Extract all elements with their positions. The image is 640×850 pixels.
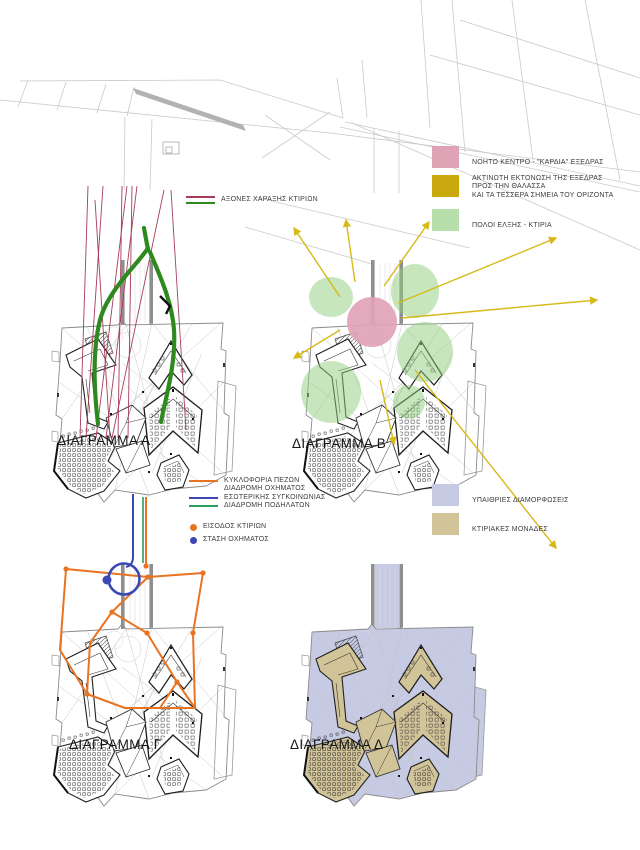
axes-line-swatches [186,194,215,206]
legend-row-radial [432,175,613,200]
legend-a [186,194,318,206]
diagram-a-title: ΔΙΑΓΡΑΜΜΑ Α [57,433,151,448]
stop-dot-icon [190,537,197,544]
legend-row-vehicle2: ΕΣΩΤΕΡΙΚΗΣ ΣΥΓΚΟΙΝΩΝΙΑΣ [189,494,325,502]
vehicle-line-swatch [189,497,218,499]
legend-c [189,477,325,545]
legend-row-openair [432,484,569,506]
legend-row-pedestrian: ΚΥΚΛΟΦΟΡΙΑ ΠΕΖΩΝ [189,477,325,485]
legend-row-stop: ΣΤΑΣΗ ΟΧΗΜΑΤΟΣ [189,536,325,545]
green-swatch [432,209,459,231]
radial-label: ΑΚΤΙΝΩΤΗ ΕΚΤΟΝΩΣΗ ΤΗΣ ΕΞΕΔΡΑΣ ΠΡΟΣ ΤΗΝ ΘΑΛΑΣΣΑ ΚΑΙ ΤΑ ΤΕΣΣΕΡΑ ΣΗΜΕΙΑ ΤΟΥ ΟΡΙΖΟΝΤΑ [472,175,614,199]
diagram-c-title: ΔΙΑΓΡΑΜΜΑ Γ [69,737,162,752]
road-band [133,88,246,131]
legend-d [432,484,569,542]
poles-label: ΠΟΛΟΙ ΕΛΞΗΣ - ΚΤΙΡΙΑ [472,221,552,229]
bike-line-swatch [189,505,218,507]
mustard-swatch [432,175,459,197]
openair-label: ΥΠΑΙΘΡΙΕΣ ΔΙΑΜΟΡΦΩΣΕΙΣ [472,496,569,504]
diagram-a-baseplan [52,183,242,434]
legend-row-vehicle1: ΔΙΑΔΡΟΜΗ ΟΧΗΜΑΤΟΣ [224,485,306,493]
green-axis-swatch [186,202,215,204]
legend-a-label: ΑΞΟΝΕΣ ΧΑΡΑΞΗΣ ΚΤΙΡΙΩΝ [221,195,318,203]
legend-row-entrance: ΕΙΣΟΔΟΣ ΚΤΙΡΙΩΝ [189,523,325,532]
pedestrian-line-swatch [189,480,218,482]
legend-row-units [432,513,569,535]
heart-label: ΝΟΗΤΟ ΚΕΝΤΡΟ - "ΚΑΡΔΙΑ" ΕΞΕΔΡΑΣ [472,158,604,166]
legend-row-heart [432,146,613,168]
units-label: ΚΤΙΡΙΑΚΕΣ ΜΟΝΑΔΕΣ [472,525,548,533]
pink-swatch [432,146,459,168]
lavender-swatch [432,484,459,506]
legend-row-poles [432,209,613,231]
crimson-axis-swatch [186,196,215,198]
small-building-footprint [163,142,179,154]
diagram-b-title: ΔΙΑΓΡΑΜΜΑ Β [292,436,387,451]
tan-swatch [432,513,459,535]
legend-b [432,146,613,238]
legend-row-bike: ΔΙΑΔΡΟΜΗ ΠΟΔΗΛΑΤΩΝ [189,502,325,510]
diagram-d-title: ΔΙΑΓΡΑΜΜΑ Δ [290,737,384,752]
entrance-dot-icon [190,524,197,531]
